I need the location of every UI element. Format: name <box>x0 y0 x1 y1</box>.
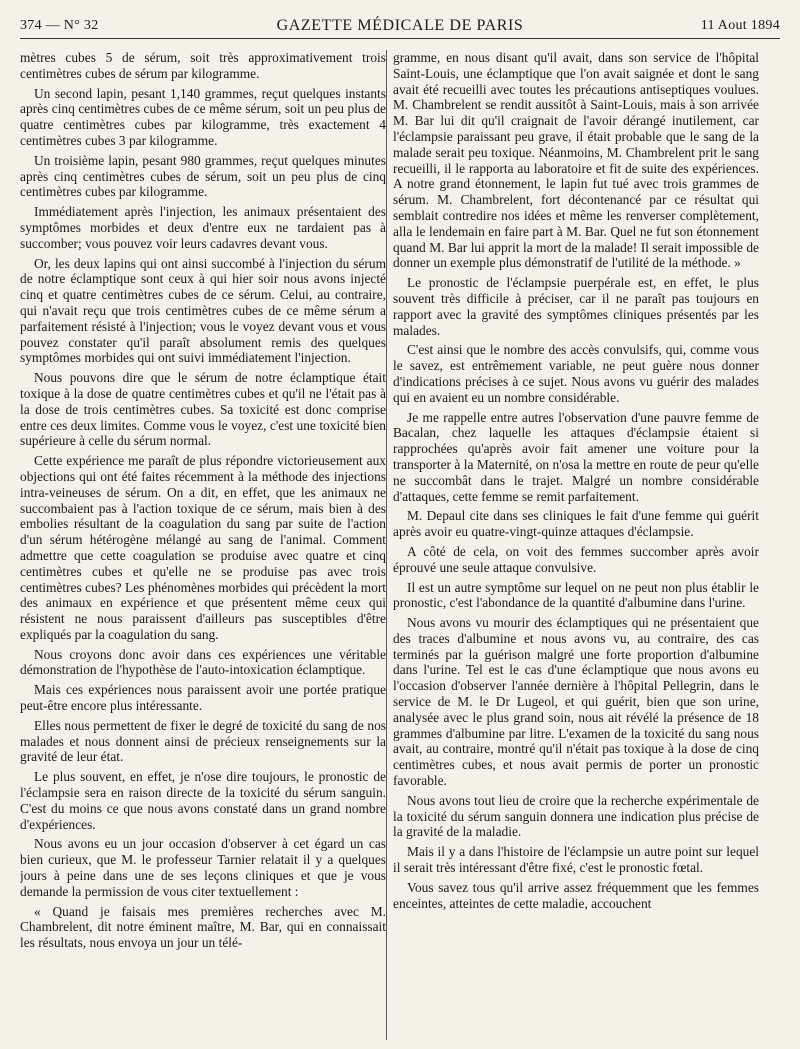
paragraph: Cette expérience me paraît de plus répondre victorieusement aux objections qui ont été faites récemment à la méthode des injections intra-veineuses de sérum. On a dit, en effet, que les animaux ne succombaient pas à l'action toxique de ce sérum, mais bien à des embolies résultant de la coagulation du sang par suite de l'action d'un sérum hétérogène mélangé au sang de l'animal. Comment admettre que cette coagulation se produise avec quatre et cinq centimètres cubes et qu'elle ne se produise pas avec trois centimètres cubes? Les phénomènes morbides qui précèdent la mort des animaux en expérience et que présentent même ceux qui résistent ne nous paraissent d'ailleurs pas susceptibles d'être expliqués par la coagulation du sang. <box>20 453 386 642</box>
paragraph: C'est ainsi que le nombre des accès convulsifs, qui, comme vous le savez, est entrêmement variable, ne peut guère nous donner d'indications précises à ce sujet. Nous avons vu guérir des malades qui en avaient eu un nombre considérable. <box>393 342 759 405</box>
paragraph: Or, les deux lapins qui ont ainsi succombé à l'injection du sérum de notre éclamptique sont ceux à qui hier soir nous avons injecté cinq et quatre centimètres cubes de ce sérum. Celui, au contraire, qui n'avait reçu que trois centimètres cubes de ce même sérum a parfaitement résisté à l'injection; vous le voyez devant vous et vous pouvez constater qu'il paraît absolument remis des quelques symptômes morbides qui ont suivi immédiatement l'injection. <box>20 255 386 366</box>
paragraph: Nous croyons donc avoir dans ces expériences une véritable démonstration de l'hypothèse de l'auto-intoxication éclamptique. <box>20 646 386 678</box>
paragraph: M. Depaul cite dans ses cliniques le fait d'une femme qui guérit après avoir eu quatre-vingt-quinze attaques d'éclampsie. <box>393 508 759 540</box>
paragraph: Nous pouvons dire que le sérum de notre éclamptique était toxique à la dose de quatre centimètres cubes et qu'il ne l'était pas à la dose de trois centimètres cubes. Sa toxicité est donc comprise entre ces deux limites. Comme vous le voyez, c'est une toxicité bien supérieure à celle du sérum normal. <box>20 370 386 449</box>
journal-title: GAZETTE MÉDICALE DE PARIS <box>276 17 524 34</box>
right-column <box>393 50 759 1040</box>
paragraph: « Quand je faisais mes premières recherches avec M. Chambrelent, dit notre éminent maître, M. Bar, qui en connaissait les résultats, nous envoya un jour un télé- <box>20 903 386 951</box>
paragraph: Mais il y a dans l'histoire de l'éclampsie un autre point sur lequel il serait très intéressant d'être fixé, c'est le pronostic fœtal. <box>393 844 759 876</box>
header-rule <box>20 38 780 39</box>
paragraph: A côté de cela, on voit des femmes succomber après avoir éprouvé une seule attaque convulsive. <box>393 543 759 575</box>
issue-date: 11 Aout 1894 <box>700 18 780 33</box>
paragraph: Un second lapin, pesant 1,140 grammes, reçut quelques instants après cinq centimètres cubes de ce même sérum, soit un peu plus de quatre centimètres cubes par kilogramme, très exactement 4 centimètres cubes 3 par kilogramme. <box>20 85 386 148</box>
paragraph: Elles nous permettent de fixer le degré de toxicité du sang de nos malades et nous donnent ainsi de précieux renseignements sur la gravité de leur état. <box>20 717 386 765</box>
left-column <box>20 50 386 1040</box>
paragraph: Nous avons eu un jour occasion d'observer à cet égard un cas bien curieux, que M. le professeur Tarnier relatait il y a quelques jours à peine dans une de ses leçons cliniques et que je vous demande la permission de vous citer textuellement : <box>20 836 386 899</box>
paragraph: Le pronostic de l'éclampsie puerpérale est, en effet, le plus souvent très difficile à préciser, car il ne paraît pas toujours en rapport avec la gravité des symptômes cliniques présentés par les malades. <box>393 275 759 338</box>
paragraph: gramme, en nous disant qu'il avait, dans son service de l'hôpital Saint-Louis, une éclamptique que l'on avait saignée et dont le sang avait été recueilli avec toutes les précautions antiseptiques voulues. M. Chambrelent se rendit aussitôt à Saint-Louis, mais à son arrivée M. Bar lui dit qu'il craignait de l'avoir dérangé inutilement, car l'éclampsie paraissant peu grave, il était probable que le sang de la malade serait peu toxique. Néanmoins, M. Chambrelent prit le sang recueilli, il le rapporta au laboratoire et fit de suite des expériences. A notre grand étonnement, le lapin fut tué avec trois grammes de sérum. M. Chambrelent, fort décontenancé par ce résultat qui semblait contredire nos idées et même les renverser complètement, alla le lendemain en faire part à M. Bar. Quel ne fut son étonnement quand M. Bar lui apprit la mort de la malade! Il serait impossible de donner un exemple plus démonstratif de l'utilité de la méthode. » <box>393 50 759 271</box>
paragraph: mètres cubes 5 de sérum, soit très approximativement trois centimètres cubes de sérum par kilogramme. <box>20 50 386 81</box>
paragraph: Il est un autre symptôme sur lequel on ne peut non plus établir le pronostic, c'est l'abondance de la quantité d'albumine dans l'urine. <box>393 579 759 611</box>
paragraph: Un troisième lapin, pesant 980 grammes, reçut quelques minutes après cinq centimètres cubes de sérum, soit un peu plus de cinq centimètres cubes par kilogramme. <box>20 152 386 200</box>
paragraph: Nous avons vu mourir des éclamptiques qui ne présentaient que des traces d'albumine et nous avons vu, au contraire, des cas terminés par la guérison malgré une forte proportion d'albumine dans l'urine. Tel est le cas d'une éclamptique que nous avons eu l'occasion d'observer l'année dernière à l'hôpital Pellegrin, dans le service de M. le Dr Lugeol, et qui guérit, bien que son urine, analysée avec le plus grand soin, nous ait révélé la présence de 18 grammes d'albumine par litre. L'examen de la toxicité du sang nous avait, au contraire, montré qu'il n'était pas toxique à la dose de cinq centimètres cubes, et nous avait permis de porter un pronostic favorable. <box>393 615 759 789</box>
paragraph: Nous avons tout lieu de croire que la recherche expérimentale de la toxicité du sérum sanguin donnera une indication plus précise de la gravité de la maladie. <box>393 792 759 840</box>
paragraph: Vous savez tous qu'il arrive assez fréquemment que les femmes enceintes, atteintes de cette maladie, accouchent <box>393 879 759 911</box>
paragraph: Immédiatement après l'injection, les animaux présentaient des symptômes morbides et deux d'entre eux ne tardaient pas à succomber; vous pouvez voir leurs cadavres devant vous. <box>20 204 386 251</box>
column-divider <box>386 50 387 1040</box>
paragraph: Le plus souvent, en effet, je n'ose dire toujours, le pronostic de l'éclampsie sera en raison directe de la toxicité du sérum sanguin. C'est du moins ce que nous avons constaté dans un grand nombre d'expériences. <box>20 769 386 832</box>
paragraph: Je me rappelle entre autres l'observation d'une pauvre femme de Bacalan, chez laquelle les attaques d'éclampsie étaient si rapprochées qu'après avoir fait amener une voiture pour la transporter à la Maternité, on n'osa la mettre en route de peur qu'elle ne succombât dans le trajet. Malgré un nombre considérable d'attaques, cette femme se remit parfaitement. <box>393 409 759 504</box>
page-number: 374 — N° 32 <box>20 18 99 33</box>
page-header <box>20 8 780 38</box>
paragraph: Mais ces expériences nous paraissent avoir une portée pratique peut-être encore plus intéressante. <box>20 682 386 714</box>
